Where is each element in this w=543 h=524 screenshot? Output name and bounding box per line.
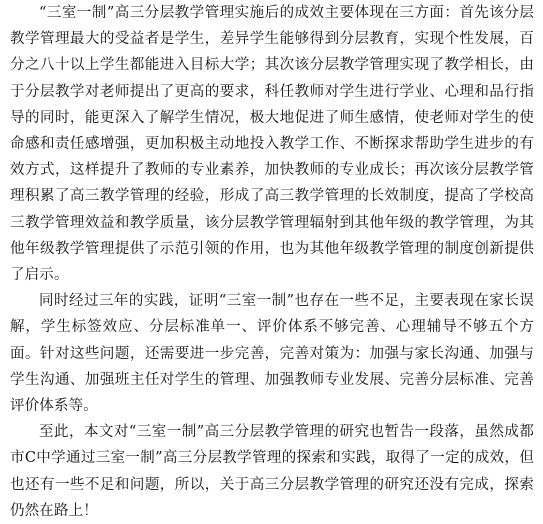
- paragraph-shortcomings: 同时经过三年的实践，证明“三室一制”也存在一些不足，主要表现在家长误解，学生标签效应、分层标准单一、评价体系不够完善、心理辅导不够五个方面。针对这些问题，还需要进一步完善，完善对策为：加强与家长沟通、加强与学生沟通、加强班主任对学生的管理、加强教师专业发展、完善分层标准、完善评价体系等。: [10, 293, 534, 415]
- paragraph-outcomes: “三室一制”高三分层教学管理实施后的成效主要体现在三方面：首先该分层教学管理最大的受益者是学生，差异学生能够得到分层教育，实现个性发展，百分之八十以上学生都能进入目标大学；其次该分层教学管理实现了教学相长，由于分层教学对老师提出了更高的要求，科任教师对学生进行学业、心理和品行指导的同时，能更深入了解学生情况，极大地促进了师生感情，使老师对学生的使命感和责任感增强，更加积极主动地投入教学工作、不断探求帮助学生进步的有效方式，这样提升了教师的专业素养，加快教师的专业成长；再次该分层教学管理积累了高三教学管理的经验，形成了高三教学管理的长效制度，提高了学校高三教学管理效益和教学质量，该分层教学管理辐射到其他年级的教学管理，为其他年级教学管理提供了示范引领的作用，也为其他年级教学管理的制度创新提供了启示。: [10, 5, 534, 284]
- paragraph-conclusion: 至此，本文对“三室一制”高三分层教学管理的研究也暂告一段落，虽然成都市C中学通过三室一制”高三分层教学管理的探索和实践，取得了一定的成效，但也还有一些不足和问题，所以，关于高三分层教学管理的研究还没有完成，探索仍然在路上！: [10, 424, 534, 519]
